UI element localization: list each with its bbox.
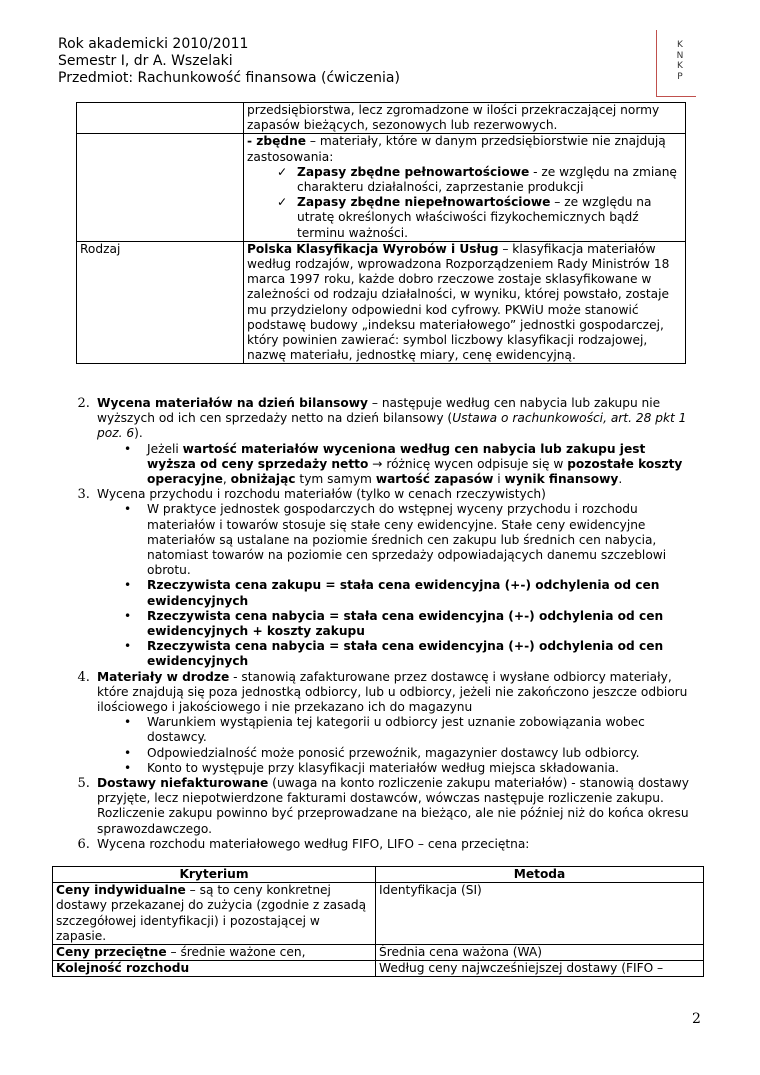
table-header-row — [53, 867, 704, 883]
table-cell — [77, 103, 244, 134]
document-header — [58, 36, 400, 86]
logo-letter: K — [677, 61, 683, 71]
header-subject: Przedmiot: Rachunkowość finansowa (ćwiczenia) — [58, 69, 400, 86]
list-item-6: 6. Wycena rozchodu materiałowego według FIFO, LIFO – cena przeciętna: — [94, 837, 696, 852]
list-item-5: 5. Dostawy niefakturowane (uwaga na konto rozliczenie zakupu materiałów) - stanowią dostawy przyjęte, lecz niepotwierdzone fakturami dostawców, wówczas następuje rozliczenie zakupu. Rozliczenie zakupu powinno być przeprowadzane na bieżąco, ale nie później niż do końca okresu sprawozdawczego. — [94, 776, 696, 837]
table-row — [53, 945, 704, 961]
bullet-icon: • — [124, 639, 132, 654]
table-row — [77, 103, 686, 134]
bullet-icon: • — [124, 745, 132, 760]
logo-letter: P — [677, 71, 683, 82]
table-row — [53, 961, 704, 977]
header-academic-year: Rok akademicki 2010/2011 — [58, 36, 249, 52]
table-cell — [244, 103, 686, 134]
column-header: Metoda — [376, 867, 704, 883]
bullet-icon: • — [124, 760, 132, 775]
formula-item: • Rzeczywista cena nabycia = stała cena ewidencyjna (+-) odchylenia od cen ewidencyjnych + koszty zakupu — [124, 608, 664, 639]
table-cell: Ceny przeciętne – średnie ważone cen, — [53, 945, 376, 961]
arrow-icon: → — [368, 456, 387, 471]
document-body — [76, 396, 696, 852]
bullet-icon: • — [124, 502, 132, 517]
table-cell: Identyfikacja (SI) — [376, 883, 704, 945]
page-number: 2 — [692, 1011, 701, 1027]
table-cell: Średnia cena ważona (WA) — [376, 945, 704, 961]
table-cell: Kolejność rozchodu — [53, 961, 376, 977]
table-cell — [77, 134, 244, 241]
materials-classification-table — [76, 102, 686, 364]
table-cell: Ceny indywidualne – są to ceny konkretnej dostawy przekazanej do zużycia (zgodnie z zasadą szczegółowej identyfikacji) i pozostającej w zapasie. — [53, 883, 376, 945]
check-list — [247, 165, 682, 241]
formula-item: • Rzeczywista cena nabycia = stała cena ewidencyjna (+-) odchylenia od cen ewidencyjnych — [124, 639, 664, 669]
list-item: • W praktyce jednostek gospodarczych do wstępnej wyceny przychodu i rozchodu materiałów i towarów stosuje się stałe ceny ewidencyjne. Stałe ceny ewidencyjne materiałów są ustalane na poziomie średnich cen zakupu lub średnich cen nabycia, natomiast towarów na poziomie cen sprzedaży odpowiadających danemu szczeblowi obrotu. — [124, 502, 667, 578]
list-item: • Warunkiem wystąpienia tej kategorii u odbiorcy jest uznanie zobowiązania wobec dostawcy. — [124, 715, 645, 745]
list-item-2: 2. Wycena materiałów na dzień bilansowy – następuje według cen nabycia lub zakupu nie wyższych od ich cen sprzedaży netto na dzień bilansowy (Ustawa o rachunkowości, art. 28 pkt 1 poz. 6). • Jeżeli wartość materiałów wyceniona według cen nabycia lub zakupu jest wyższa od ceny sprzedaży netto → różnicę wycen odpisuje się w pozostałe koszty operacyjne, obniżając tym samym wartość zapasów i wynik finansowy. — [94, 396, 696, 487]
row-text: przedsiębiorstwa, lecz zgromadzone w ilości przekraczającej normy zapasów bieżących, sezonowych lub rezerwowych. — [247, 103, 660, 133]
bullet-icon: • — [124, 608, 132, 623]
logo-letter: N — [676, 50, 684, 61]
list-item: ✓ Zapasy zbędne niepełnowartościowe – ze względu na utratę określonych właściwości fizykochemicznych bądź terminu ważności. — [277, 195, 652, 240]
unused-materials-definition: - zbędne – materiały, które w danym przedsiębiorstwie nie znajdują zastosowania: — [247, 134, 666, 164]
bullet-list — [97, 715, 696, 776]
logo-horizontal-rule — [656, 96, 696, 97]
knkp-logo — [674, 40, 686, 82]
list-item-4: 4. Materiały w drodze - stanowią zafakturowane przez dostawcę i wysłane odbiorcy materiały, które znajdują się poza jednostką odbiorcy, lub u odbiorcy, jeżeli nie zakończono jeszcze odbioru ilościowego i jakościowego i nie przekazano ich do magazynu • Warunkiem wystąpienia tej kategorii u odbiorcy jest uznanie zobowiązania wobec dostawcy. • Odpowiedzialność może ponosić przewoźnik, magazynier dostawcy lub odbiorcy. • Konto to występuje przy klasyfikacji materiałów według miejsca składowania. — [94, 670, 696, 776]
list-item: • Odpowiedzialność może ponosić przewoźnik, magazynier dostawcy lub odbiorcy. — [124, 745, 640, 760]
list-item-3: 3. Wycena przychodu i rozchodu materiałów (tylko w cenach rzeczywistych) • W praktyce jednostek gospodarczych do wstępnej wyceny przychodu i rozchodu materiałów i towarów stosuje się stałe ceny ewidencyjne. Stałe ceny ewidencyjne materiałów są ustalane na poziomie średnich cen zakupu lub średnich cen nabycia, natomiast towarów na poziomie cen sprzedaży odpowiadających danemu szczeblowi obrotu. • Rzeczywista cena zakupu = stała cena ewidencyjna (+-) odchylenia od cen ewidencyjnych • Rzeczywista cena nabycia = stała cena ewidencyjna (+-) odchylenia od cen ewidencyjnych + koszty zakupu • Rzeczywista cena nabycia = stała cena ewidencyjna (+-) odchylenia od cen ewidencyjnych — [94, 487, 696, 669]
table-row — [53, 883, 704, 945]
checkmark-icon: ✓ — [277, 195, 288, 210]
table-row — [77, 134, 686, 241]
bullet-list — [97, 502, 696, 669]
bullet-icon: • — [124, 715, 132, 730]
table-row — [77, 241, 686, 364]
row-label: Rodzaj — [77, 241, 244, 364]
header-semester: Semestr I, dr A. Wszelaki — [58, 52, 233, 69]
valuation-methods-table — [52, 866, 704, 977]
list-item: • Konto to występuje przy klasyfikacji materiałów według miejsca składowania. — [124, 760, 620, 775]
bullet-icon: • — [124, 578, 132, 593]
table-cell — [244, 134, 686, 241]
formula-item: • Rzeczywista cena zakupu = stała cena ewidencyjna (+-) odchylenia od cen ewidencyjnych — [124, 578, 660, 608]
logo-vertical-rule — [656, 30, 657, 96]
table-cell: Polska Klasyfikacja Wyrobów i Usług – klasyfikacja materiałów według rodzajów, wprowadzona Rozporządzeniem Rady Ministrów 18 marca 1997 roku, każde dobro rzeczowe zostaje sklasyfikowane w zależności od rodzaju działalności, w wyniku, której powstało, zostaje mu przydzielony odpowiedni kod cyfrowy. PKWiU może stanowić podstawę budowy „indeksu materiałowego” jednostki gospodarczej, który powinien zawierać: symbol liczbowy klasyfikacji rodzajowej, nazwę materiału, jednostkę miary, cenę ewidencyjną. — [244, 241, 686, 364]
bullet-list — [97, 442, 696, 488]
numbered-list — [76, 396, 696, 852]
list-item: ✓ Zapasy zbędne pełnowartościowe - ze względu na zmianę charakteru działalności, zaprzestanie produkcji — [277, 164, 677, 195]
bullet-icon: • — [124, 441, 132, 456]
list-item: • Jeżeli wartość materiałów wyceniona według cen nabycia lub zakupu jest wyższa od ceny sprzedaży netto → różnicę wycen odpisuje się w pozostałe koszty operacyjne, obniżając tym samym wartość zapasów i wynik finansowy. — [124, 441, 683, 487]
column-header: Kryterium — [53, 867, 376, 883]
logo-letter: K — [677, 40, 683, 50]
table-cell: Według ceny najwcześniejszej dostawy (FIFO – — [376, 961, 704, 977]
checkmark-icon: ✓ — [277, 164, 288, 179]
